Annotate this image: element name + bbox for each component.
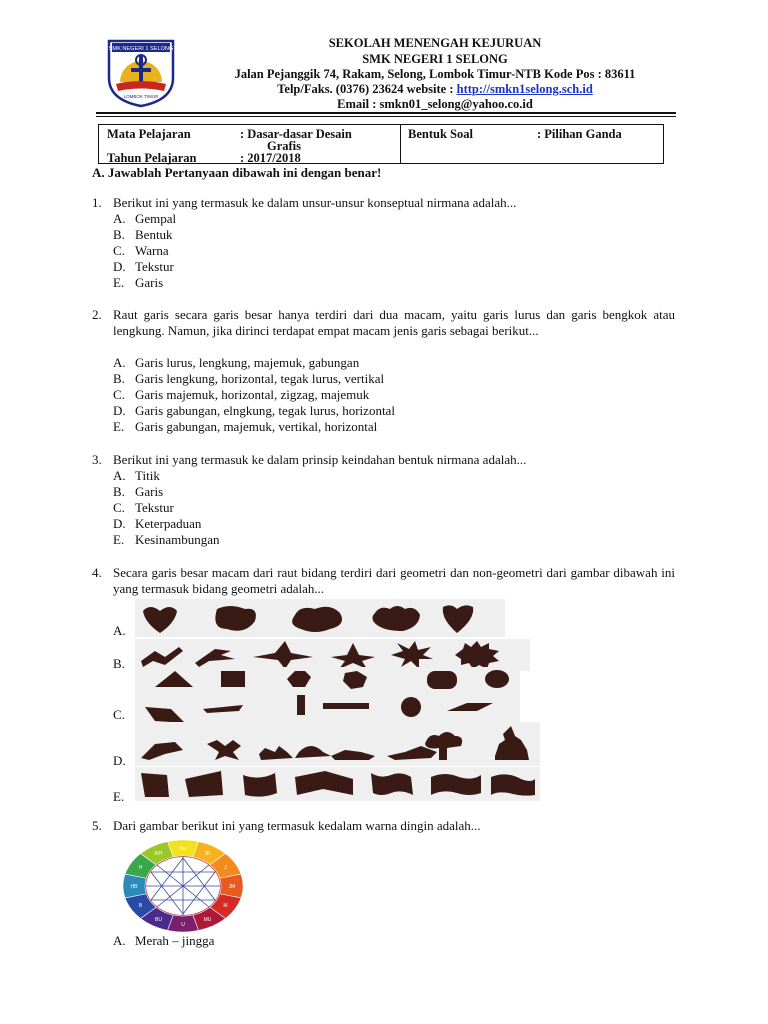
- shape-strip-a: [135, 599, 505, 637]
- header-divider-thick: [96, 112, 676, 114]
- question-1-number: 1.: [92, 195, 102, 210]
- subject-value-2: Grafis: [267, 139, 302, 153]
- info-box-divider: [400, 125, 401, 163]
- option-text: Garis: [135, 275, 164, 290]
- wheel-label: HB: [130, 884, 138, 890]
- question-4-text: Secara garis besar macam dari raut bidang terdiri dari geometri dan non-geometri dari gambar dibawah ini yang termasuk bidang geometri adalah...: [113, 565, 675, 596]
- logo-top-text: SMK NEGERI 1 SELONG: [108, 46, 174, 52]
- option-letter: D.: [113, 403, 126, 418]
- header-school-type: SEKOLAH MENENGAH KEJURUAN: [328, 36, 542, 50]
- option-letter: C.: [113, 243, 125, 258]
- year-label: Tahun Pelajaran: [107, 151, 197, 165]
- question-3-text: Berikut ini yang termasuk ke dalam prinsip keindahan bentuk nirmana adalah...: [113, 452, 527, 467]
- option-text: Tekstur: [135, 500, 174, 515]
- option-letter: A.: [113, 623, 126, 638]
- q2-option-a[interactable]: [113, 355, 359, 371]
- wheel-label: B: [138, 903, 143, 909]
- wheel-label: M: [223, 903, 228, 909]
- subject-label: Mata Pelajaran: [107, 127, 191, 141]
- q3-option-b[interactable]: [113, 484, 163, 500]
- option-letter: B.: [113, 227, 125, 242]
- wheel-label: KH: [155, 851, 162, 858]
- q4-option-a[interactable]: [113, 623, 135, 639]
- question-1-text: Berikut ini yang termasuk ke dalam unsur-unsur konseptual nirmana adalah...: [113, 195, 517, 210]
- q2-option-d[interactable]: [113, 403, 395, 419]
- section-title: A. Jawablah Pertanyaan dibawah ini dengan benar!: [92, 165, 382, 180]
- wheel-label: H: [138, 865, 143, 871]
- header-phone: Telp/Faks. (0376) 23624 website :: [277, 82, 457, 96]
- question-5-number: 5.: [92, 818, 102, 833]
- option-text: Keterpaduan: [135, 516, 202, 531]
- option-text: Warna: [135, 243, 169, 258]
- option-text: Tekstur: [135, 259, 174, 274]
- q1-option-b[interactable]: [113, 227, 173, 243]
- q1-option-c[interactable]: [113, 243, 169, 259]
- school-logo: [106, 38, 176, 108]
- logo-bottom-text: LOMBOK TIMUR: [123, 94, 159, 99]
- subject-value-1: : Dasar-dasar Desain: [240, 127, 352, 141]
- q1-option-d[interactable]: [113, 259, 174, 275]
- shape-strip-e: [135, 767, 540, 801]
- q3-option-d[interactable]: [113, 516, 201, 532]
- option-letter: B.: [113, 656, 125, 671]
- q1-option-e[interactable]: [113, 275, 163, 291]
- option-letter: B.: [113, 484, 125, 499]
- q3-option-e[interactable]: [113, 532, 219, 548]
- question-type-label: Bentuk Soal: [408, 127, 473, 141]
- option-text: Garis gabungan, majemuk, vertikal, horizontal: [135, 419, 378, 434]
- option-text: Merah – jingga: [135, 933, 215, 948]
- option-letter: B.: [113, 371, 125, 386]
- question-3-number: 3.: [92, 452, 102, 467]
- header-school-name: SMK NEGERI 1 SELONG: [362, 52, 508, 66]
- q4-option-c[interactable]: [113, 707, 135, 723]
- option-letter: E.: [113, 532, 125, 547]
- question-5-text: Dari gambar berikut ini yang termasuk kedalam warna dingin adalah...: [113, 818, 481, 833]
- question-4-number: 4.: [92, 565, 102, 580]
- header-divider-thin: [96, 116, 676, 117]
- option-text: Titik: [135, 468, 160, 483]
- option-text: Gempal: [135, 211, 177, 226]
- q2-option-c[interactable]: [113, 387, 369, 403]
- q4-option-d[interactable]: [113, 753, 135, 769]
- option-letter: D.: [113, 516, 126, 531]
- option-letter: A.: [113, 933, 126, 948]
- q4-option-e[interactable]: [113, 789, 135, 805]
- shape-strip-c: [135, 667, 520, 725]
- q3-option-c[interactable]: [113, 500, 174, 516]
- option-text: Kesinambungan: [135, 532, 220, 547]
- option-letter: D.: [113, 259, 126, 274]
- question-2-number: 2.: [92, 307, 102, 322]
- year-value: : 2017/2018: [240, 151, 301, 165]
- option-letter: E.: [113, 275, 125, 290]
- wheel-label: JK: [204, 851, 211, 858]
- question-2-text: Raut garis secara garis besar hanya terdiri dari dua macam, yaitu garis lurus dan garis bengkok atau lengkung. Namun, jika dirinci terdapat empat macam jenis garis sebagai berikut...: [113, 307, 675, 338]
- q2-option-b[interactable]: [113, 371, 384, 387]
- wheel-label: Ku: [179, 846, 187, 852]
- q5-option-a[interactable]: [113, 933, 214, 949]
- q2-option-e[interactable]: [113, 419, 377, 435]
- website-link[interactable]: http://smkn1selong.sch.id: [456, 82, 593, 96]
- wheel-label: JM: [228, 884, 236, 890]
- header-address: Jalan Pejanggik 74, Rakam, Selong, Lombok Timur-NTB Kode Pos : 83611: [234, 67, 636, 81]
- option-letter: C.: [113, 707, 125, 722]
- wheel-label: U: [181, 922, 185, 928]
- q1-option-a[interactable]: [113, 211, 176, 227]
- q4-option-b[interactable]: [113, 656, 135, 672]
- option-text: Garis: [135, 484, 164, 499]
- header-email: Email : smkn01_selong@yahoo.co.id: [337, 97, 533, 111]
- option-letter: A.: [113, 468, 126, 483]
- option-letter: A.: [113, 211, 126, 226]
- option-text: Garis lengkung, horizontal, tegak lurus, vertikal: [135, 371, 385, 386]
- option-letter: A.: [113, 355, 126, 370]
- option-text: Garis lurus, lengkung, majemuk, gabungan: [135, 355, 360, 370]
- header-contact: [180, 81, 690, 97]
- color-wheel: [122, 838, 244, 934]
- wheel-label: MU: [203, 916, 212, 923]
- exam-info-box: [98, 124, 664, 164]
- wheel-label: J: [224, 865, 227, 871]
- option-text: Bentuk: [135, 227, 173, 242]
- shape-strip-d: [135, 722, 540, 766]
- option-letter: E.: [113, 789, 125, 804]
- option-text: Garis majemuk, horizontal, zigzag, majemuk: [135, 387, 370, 402]
- option-letter: E.: [113, 419, 125, 434]
- wheel-label: BU: [155, 916, 162, 923]
- question-type-value: : Pilihan Ganda: [537, 127, 622, 141]
- option-text: Garis gabungan, elngkung, tegak lurus, horizontal: [135, 403, 395, 418]
- option-letter: D.: [113, 753, 126, 768]
- q3-option-a[interactable]: [113, 468, 160, 484]
- option-letter: C.: [113, 500, 125, 515]
- option-letter: C.: [113, 387, 125, 402]
